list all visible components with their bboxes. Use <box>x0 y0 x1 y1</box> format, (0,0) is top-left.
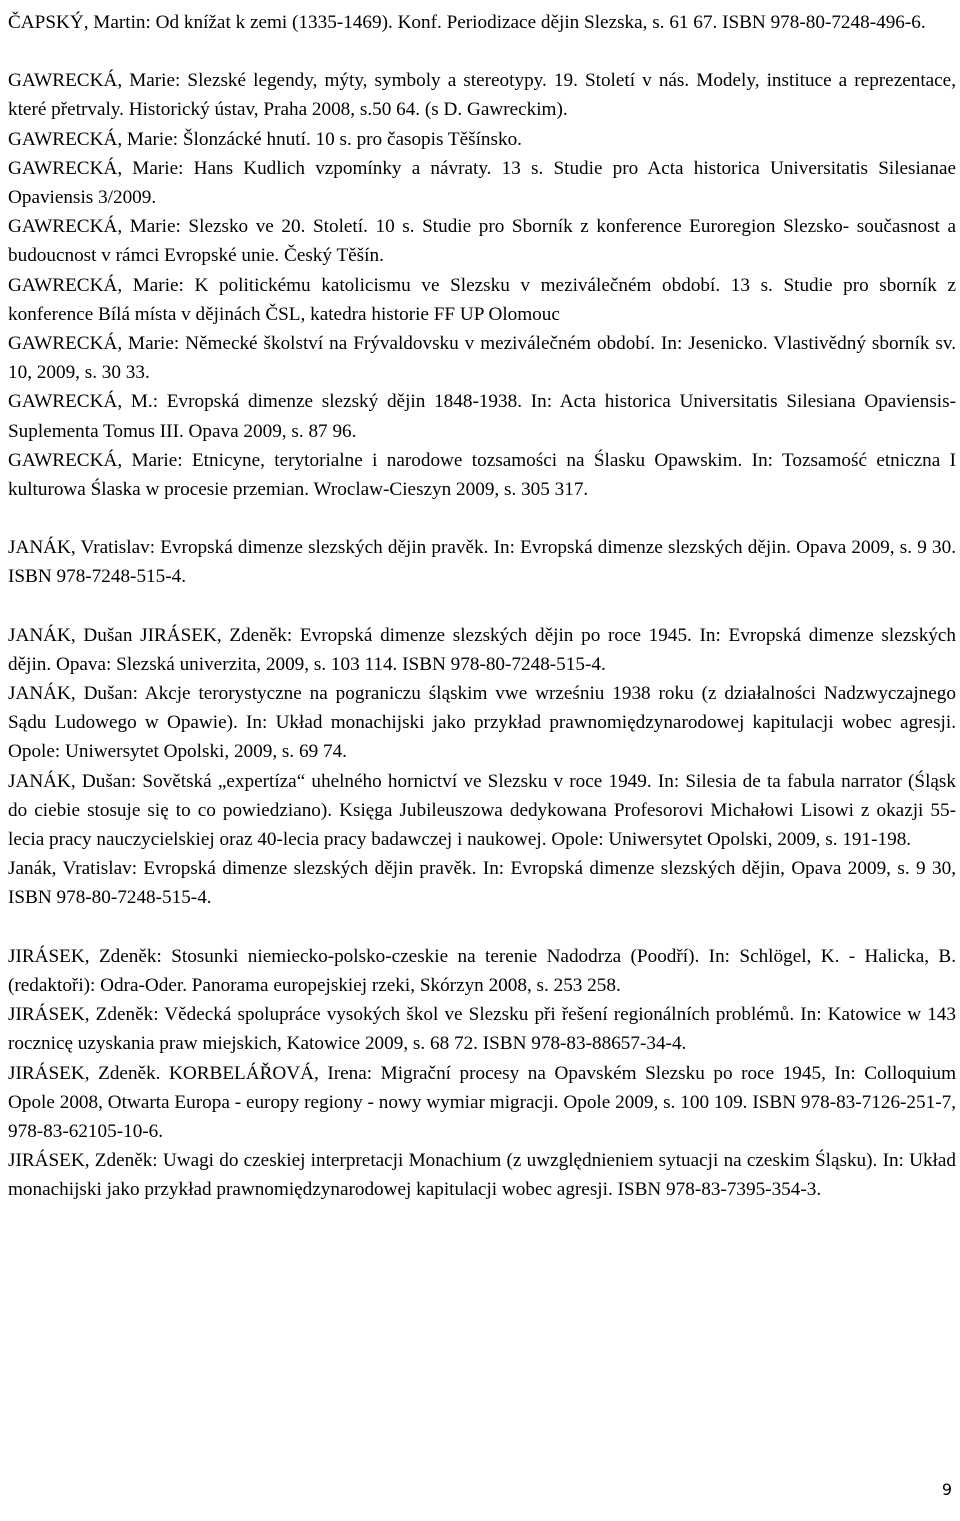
bibliography-entry: ČAPSKÝ, Martin: Od knížat k zemi (1335-1469). Konf. Periodizace dějin Slezska, s. 61 67. ISBN 978-80-7248-496-6. <box>8 12 926 33</box>
bibliography-entry: JIRÁSEK, Zdeněk: Stosunki niemiecko-polsko-czeskie na terenie Nadodrza (Poodří). In: Schlögel, K. - Halicka, B. (redaktoři): Odra-Oder. Panorama europejskiej rzeki, Skórzyn 2008, s. 253 258. <box>8 945 956 996</box>
bibliography-entry: JIRÁSEK, Zdeněk: Uwagi do czeskiej interpretacji Monachium (z uwzględnieniem sytuacji na czeskim Śląsku). In: Układ monachijski jako przykład prawnomiędzynarodowej kapitulacji wobec agresji. ISBN 978-83-7395-354-3. <box>8 1150 956 1201</box>
bibliography-entry: GAWRECKÁ, Marie: Slezské legendy, mýty, symboly a stereotypy. 19. Století v nás. Modely, instituce a reprezentace, které přetrvaly. Historický ústav, Praha 2008, s.50 64. (s D. Gawreckim). <box>8 70 956 121</box>
bibliography-entry: GAWRECKÁ, Marie: K politickému katolicismu ve Slezsku v meziválečném období. 13 s. Studie pro sborník z konference Bílá místa v dějinách ČSL, katedra historie FF UP Olomouc <box>8 274 956 325</box>
page-number: 9 <box>941 1480 952 1499</box>
bibliography-entry: JANÁK, Dušan: Sovětská „expertíza“ uhelného hornictví ve Slezsku v roce 1949. In: Silesia de ta fabula narrator (Śląsk do ciebie stosuje się to co powiedziano). Księga Jubileuszowa dedykowana Profesorovi Michałowi Lisowi z okazji 55-lecia pracy nauczycielskiej oraz 40-lecia pracy badawczej i naukowej. Opole: Uniwersytet Opolski, 2009, s. 191-198. <box>8 770 956 851</box>
bibliography-entry: GAWRECKÁ, Marie: Hans Kudlich vzpomínky a návraty. 13 s. Studie pro Acta historica Universitatis Silesianae Opaviensis 3/2009. <box>8 157 956 209</box>
bibliography-entry: GAWRECKÁ, Marie: Etnicyne, terytorialne i narodowe tozsamości na Ślasku Opawskim. In: Tozsamość etniczna I kulturowa Ślaska w procesie przemian. Wroclaw-Cieszyn 2009, s. 305 317. <box>8 449 956 501</box>
bibliography-entry: GAWRECKÁ, Marie: Německé školství na Frývaldovsku v meziválečném období. In: Jesenicko. Vlastivědný sborník sv. 10, 2009, s. 30 33. <box>8 333 956 384</box>
bibliography-entry: JANÁK, Vratislav: Evropská dimenze slezských dějin pravěk. In: Evropská dimenze slezských dějin. Opava 2009, s. 9 30. ISBN 978-7248-515-4. <box>8 537 956 588</box>
bibliography-entry: GAWRECKÁ, Marie: Slezsko ve 20. Století. 10 s. Studie pro Sborník z konference Euroregion Slezsko- současnost a budoucnost v rámci Evropské unie. Český Těšín. <box>8 216 956 267</box>
bibliography-entry: JANÁK, Dušan: Akcje terorystyczne na pograniczu śląskim vwe wrześniu 1938 roku (z działalności Nadzwyczajnego Sądu Ludowego w Opawie). In: Układ monachijski jako przykład prawnomiędzynarodowej kapitulacji wobec agresji. Opole: Uniwersytet Opolski, 2009, s. 69 74. <box>8 683 956 763</box>
bibliography-entry: GAWRECKÁ, M.: Evropská dimenze slezský dějin 1848-1938. In: Acta historica Universitatis Silesiana Opaviensis- Suplementa Tomus III. Opava 2009, s. 87 96. <box>8 391 956 442</box>
bibliography-entry: GAWRECKÁ, Marie: Šlonzácké hnutí. 10 s. pro časopis Těšínsko. <box>8 128 522 150</box>
bibliography-entry: JANÁK, Dušan JIRÁSEK, Zdeněk: Evropská dimenze slezských dějin po roce 1945. In: Evropská dimenze slezských dějin. Opava: Slezská univerzita, 2009, s. 103 114. ISBN 978-80-7248-515-4. <box>8 624 956 675</box>
bibliography-entry: JIRÁSEK, Zdeněk. KORBELÁŘOVÁ, Irena: Migrační procesy na Opavském Slezsku po roce 1945, In: Colloquium Opole 2008, Otwarta Europa - europy regiony - nowy wymiar migracji. Opole 2009, s. 100 109. ISBN 978-83-7126-251-7, 978-83-62105-10-6. <box>8 1062 956 1142</box>
document-page <box>8 8 956 1205</box>
bibliography-entry: Janák, Vratislav: Evropská dimenze slezských dějin pravěk. In: Evropská dimenze slezských dějin, Opava 2009, s. 9 30, ISBN 978-80-7248-515-4. <box>8 858 956 909</box>
bibliography-entry: JIRÁSEK, Zdeněk: Vědecká spolupráce vysokých škol ve Slezsku při řešení regionálních problémů. In: Katowice w 143 rocznicę uzyskania praw miejskich, Katowice 2009, s. 68 72. ISBN 978-83-88657-34-4. <box>8 1004 956 1055</box>
